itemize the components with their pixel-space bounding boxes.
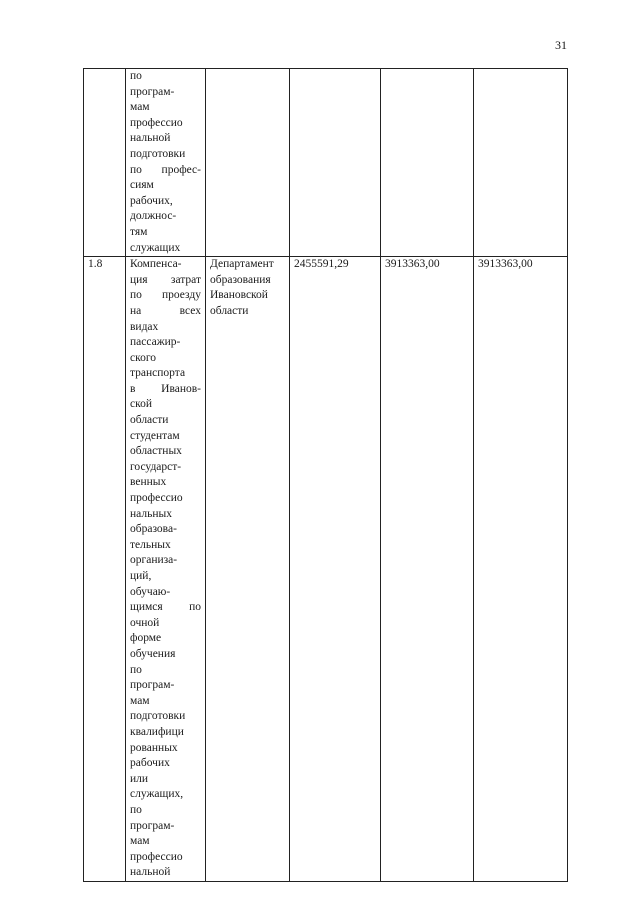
cell-text-line: рованных [130,741,178,754]
cell-text-line: или [130,772,149,785]
cell-text-line: мам [130,101,150,114]
cell-text-line: ской [130,398,153,411]
value-cell-2 [381,69,474,257]
value-cell-2: 3913363,00 [381,257,474,882]
row-number-cell: 1.8 [84,257,126,882]
cell-text-line: Департамент [210,258,274,271]
cell-text-line: венных [130,476,167,489]
row-number-cell [84,69,126,257]
cell-text-line: областных [130,445,182,458]
cell-text-line: пассажир- [130,336,181,349]
cell-text-line: видах [130,320,159,333]
cell-text-line: области [210,304,249,317]
cell-text-line: рабочих, [130,194,173,207]
value-cell-3: 3913363,00 [474,257,568,882]
cell-text-line: обучаю- [130,585,171,598]
cell-text-line: профессио [130,492,183,505]
cell-text-line: очной [130,616,160,629]
cell-text-line: сиям [130,179,154,192]
cell-text-line: Ивановской [210,289,268,302]
cell-text-line: подготовки [130,147,186,160]
cell-text-line: на всех [130,304,201,317]
cell-text-line: ций, [130,570,152,582]
cell-text-line: тельных [130,538,171,551]
cell-text-line: студентам [130,429,180,442]
cell-text-line: програм- [130,85,175,98]
cell-text-line: государст- [130,460,182,473]
cell-text-line: рабочих [130,757,170,770]
table-row [84,257,568,882]
event-name-text [130,69,201,256]
event-name-cell [126,69,206,257]
cell-text-line: подготовки [130,710,186,723]
event-name-cell [126,257,206,882]
budget-table [83,68,568,882]
event-name-text [130,257,201,881]
cell-text-line: мам [130,694,150,707]
cell-text-line: образования [210,273,271,286]
page-number: 31 [555,38,567,52]
cell-text-line: области [130,414,169,427]
cell-text-line: обучения [130,647,176,660]
cell-text-line: програм- [130,819,175,832]
value-cell-1 [290,69,381,257]
cell-text-line: Компенса- [130,258,182,271]
cell-text-line: по [130,70,142,82]
cell-text-line: профессио [130,850,183,863]
cell-text-line: ция затрат [130,273,201,286]
cell-text-line: служащих, [130,788,184,801]
cell-text-line: нальной [130,132,171,145]
cell-text-line: тям [130,225,148,238]
executor-cell [206,69,290,257]
cell-text-line: по [130,663,142,676]
cell-text-line: ского [130,351,157,364]
cell-text-line: щимся по [130,601,201,614]
cell-text-line: образова- [130,523,177,536]
table-row [84,69,568,257]
value-cell-3 [474,69,568,257]
cell-text-line: нальной [130,866,171,879]
cell-text-line: по проезду [130,289,201,302]
cell-text-line: мам [130,835,150,848]
cell-text-line: квалифици [130,725,184,738]
cell-text-line: по [130,803,142,816]
executor-text [210,257,285,319]
cell-text-line: транспорта [130,367,186,380]
cell-text-line: програм- [130,679,175,692]
cell-text-line: в Иванов- [130,382,201,395]
value-cell-1: 2455591,29 [290,257,381,882]
cell-text-line: организа- [130,554,178,567]
cell-text-line: профессио [130,116,183,129]
cell-text-line: по профес- [130,163,201,176]
cell-text-line: служащих [130,241,181,254]
cell-text-line: нальных [130,507,172,520]
executor-cell [206,257,290,882]
cell-text-line: должнос- [130,210,177,223]
cell-text-line: форме [130,632,162,645]
